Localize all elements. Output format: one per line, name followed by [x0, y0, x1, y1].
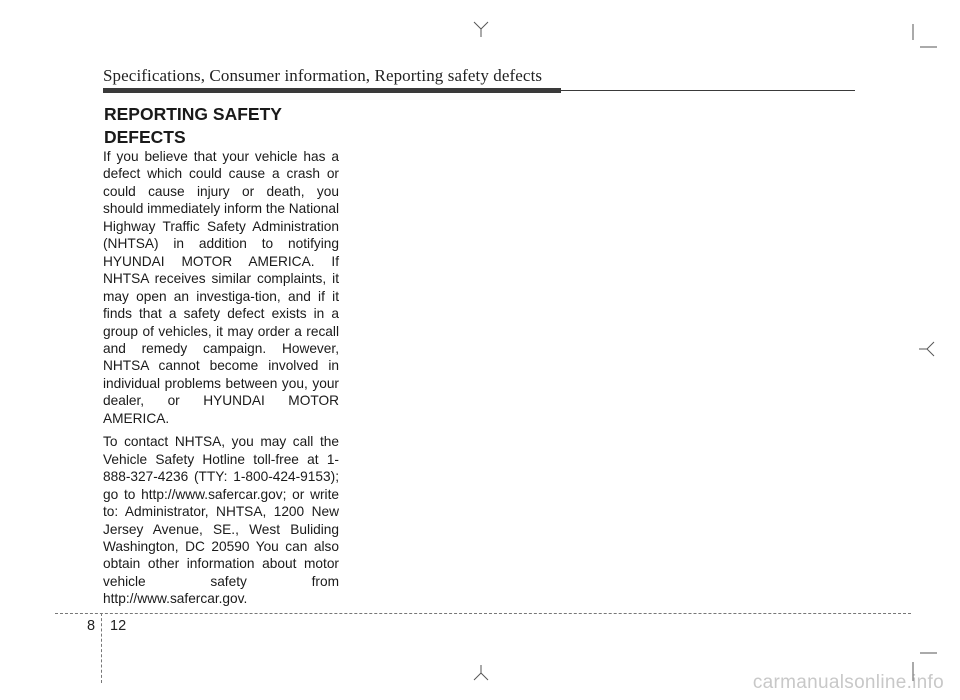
chapter-number: 8 [87, 618, 96, 634]
running-header: Specifications, Consumer information, Reporting safety defects [103, 66, 543, 85]
watermark-text: carmanualsonline.info [752, 672, 944, 693]
header-rule-thin [561, 90, 855, 91]
body-paragraph-1: If you believe that your vehicle has a defect which could cause a crash or could cause injury or death, you should immediately inform the National Highway Traffic Safety Administration (NHTSA) in addition to notifying HYUNDAI MOTOR AMERICA. If NHTSA receives similar complaints, it may open an investiga-tion, and if it finds that a safety defect exists in a group of vehicles, it may order a recall and remedy campaign. However, NHTSA cannot become involved in individual problems between you, your dealer, or HYUNDAI MOTOR AMERICA. [103, 149, 339, 426]
footer-dashed-divider [101, 613, 102, 683]
registration-mark-top [472, 20, 490, 38]
footer-dashed-rule [55, 613, 911, 614]
crop-mark-top-right [912, 24, 938, 50]
page-number: 12 [110, 618, 127, 634]
registration-mark-right [918, 340, 936, 358]
header-rule-thick [103, 88, 561, 93]
section-heading-line-2: DEFECTS [104, 127, 186, 147]
body-paragraph-2: To contact NHTSA, you may call the Vehicle Safety Hotline toll-free at 1-888-327-4236 (TTY: 1-800-424-9153); go to http://www.safercar.gov; or write to: Administrator, NHTSA, 1200 New Jersey Avenue, SE., West Buliding Washington, DC 20590 You can also obtain other information about motor vehicle safety from http://www.safercar.gov. [103, 434, 339, 607]
registration-mark-bottom [472, 664, 490, 682]
section-heading [104, 103, 344, 149]
section-body [103, 148, 339, 614]
section-heading-line-1: REPORTING SAFETY [104, 104, 282, 124]
